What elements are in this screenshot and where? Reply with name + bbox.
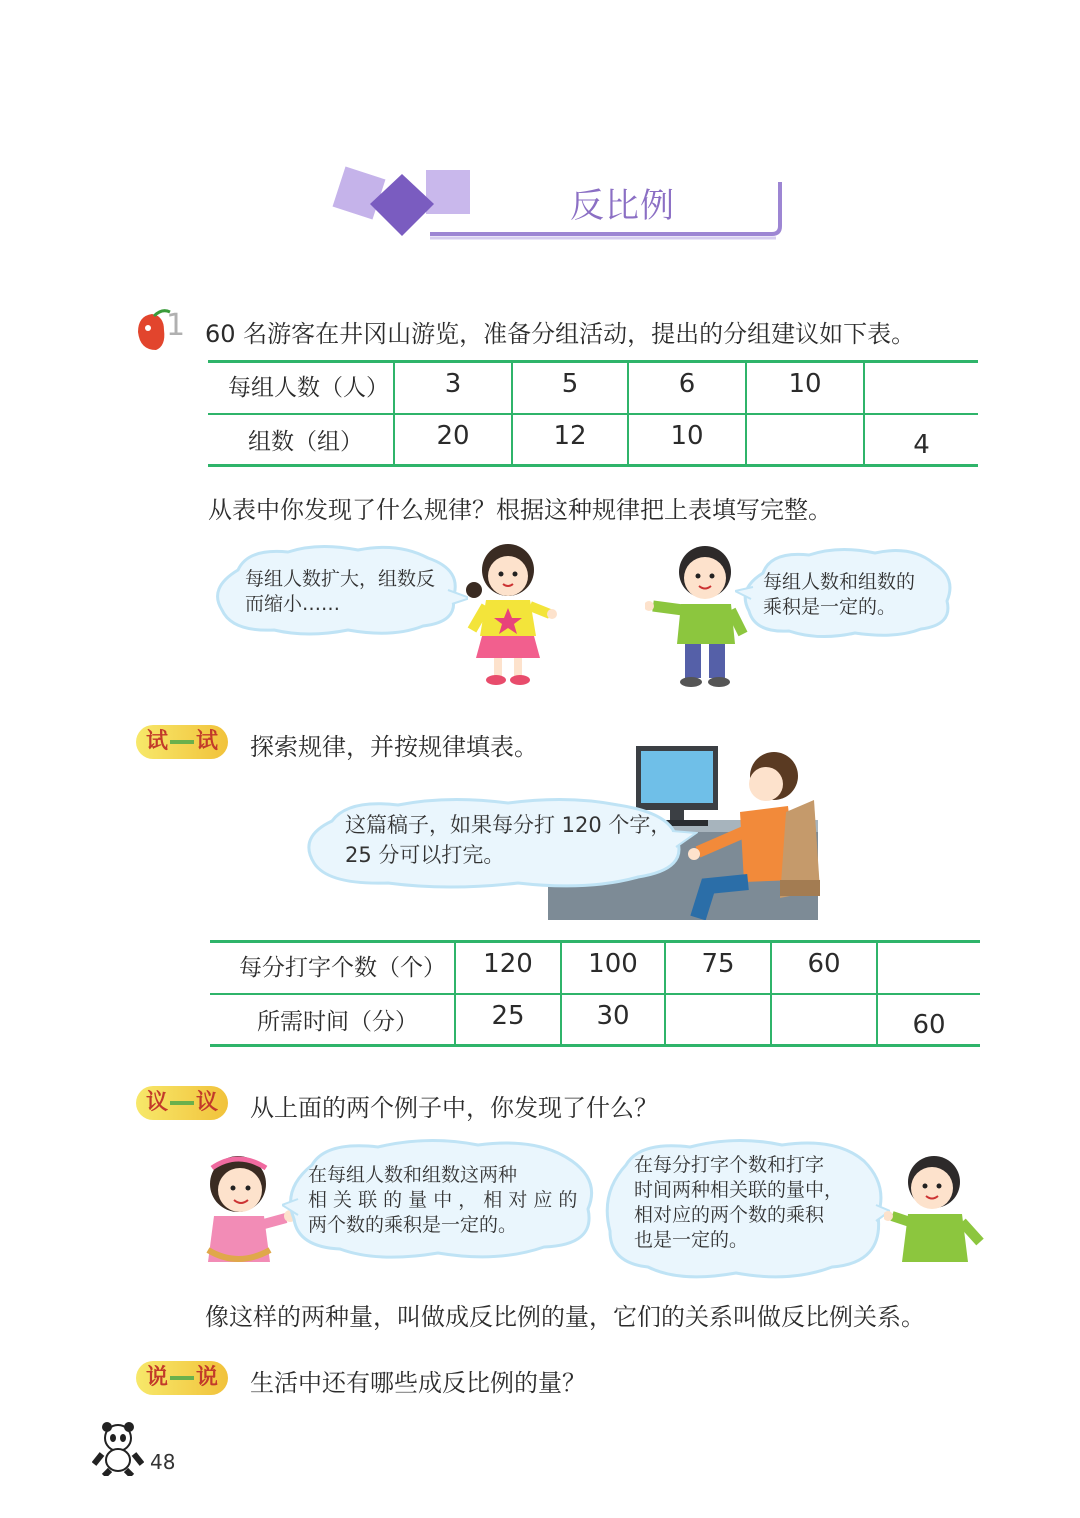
table-cell: 60 bbox=[771, 942, 877, 994]
table-cell-blank[interactable] bbox=[877, 942, 980, 994]
table-cell: 75 bbox=[665, 942, 771, 994]
try-bubble-text bbox=[345, 810, 671, 870]
girl-bubble-text bbox=[245, 567, 435, 617]
bubble-line: 相对应的两个数的乘积 bbox=[634, 1204, 825, 1226]
badge-char: 说 bbox=[196, 1365, 219, 1390]
try-badge bbox=[136, 725, 228, 759]
table-cell: 120 bbox=[455, 942, 561, 994]
bubble-line: 也是一定的。 bbox=[634, 1229, 749, 1251]
bubble-line: 这篇稿子，如果每分打 120 个字， bbox=[345, 813, 672, 837]
row-header-group-count: 组数（组） bbox=[208, 414, 394, 466]
boy2-bubble-text bbox=[634, 1153, 843, 1253]
bubble-line: 两个数的乘积是一定的。 bbox=[308, 1214, 518, 1236]
table-cell: 30 bbox=[561, 994, 665, 1046]
table-cell-blank[interactable] bbox=[746, 414, 864, 466]
row-header-time-needed: 所需时间（分） bbox=[210, 994, 455, 1046]
title-decoration-icon bbox=[330, 158, 790, 248]
table-cell: 5 bbox=[512, 362, 628, 414]
row-header-group-size: 每组人数（人） bbox=[228, 375, 389, 401]
typing-table bbox=[210, 940, 980, 1047]
page-title: 反比例 bbox=[570, 186, 675, 226]
girl2-bubble-text bbox=[308, 1163, 577, 1238]
badge-char: 议 bbox=[196, 1090, 219, 1115]
table-cell: 10 bbox=[628, 414, 746, 466]
bubble-line: 在每分打字个数和打字 bbox=[634, 1154, 825, 1176]
girl-illustration-icon bbox=[460, 540, 560, 690]
bubble-line: 时间两种相关联的量中， bbox=[634, 1179, 844, 1201]
table-cell: 6 bbox=[628, 362, 746, 414]
example-prompt: 从表中你发现了什么规律？根据这种规律把上表填写完整。 bbox=[208, 496, 832, 524]
boy-illustration-icon bbox=[884, 1150, 989, 1265]
bubble-line: 每组人数和组数的 bbox=[763, 571, 916, 593]
panda-icon bbox=[92, 1420, 144, 1476]
table-cell: 4 bbox=[864, 414, 978, 466]
table-cell: 25 bbox=[455, 994, 561, 1046]
title-banner bbox=[330, 158, 790, 248]
bubble-line: 相 关 联 的 量 中 ， 相 对 应 的 bbox=[308, 1189, 578, 1211]
example-question: 60 名游客在井冈山游览，准备分组活动，提出的分组建议如下表。 bbox=[205, 320, 916, 348]
table-cell-blank[interactable] bbox=[665, 994, 771, 1046]
definition-text: 像这样的两种量，叫做成反比例的量，它们的关系叫做反比例关系。 bbox=[205, 1303, 925, 1331]
example-number: 1 bbox=[166, 308, 186, 343]
bubble-line: 而缩小…… bbox=[245, 593, 341, 615]
table-cell: 60 bbox=[877, 994, 980, 1046]
bubble-line: 25 分可以打完。 bbox=[345, 843, 505, 867]
table-cell: 12 bbox=[512, 414, 628, 466]
bubble-line: 每组人数扩大，组数反 bbox=[245, 568, 436, 590]
boy-bubble-text bbox=[763, 570, 915, 620]
badge-char: 议 bbox=[146, 1090, 169, 1115]
table-cell: 20 bbox=[394, 414, 512, 466]
page-number: 48 bbox=[150, 1450, 176, 1474]
bubble-line: 在每组人数和组数这两种 bbox=[308, 1164, 518, 1186]
try-text: 探索规律，并按规律填表。 bbox=[250, 733, 538, 761]
table-cell: 10 bbox=[746, 362, 864, 414]
badge-char: 说 bbox=[146, 1365, 169, 1390]
badge-char: 试 bbox=[146, 729, 169, 754]
bubble-line: 乘积是一定的。 bbox=[763, 596, 897, 618]
say-text: 生活中还有哪些成反比例的量？ bbox=[250, 1369, 586, 1397]
discuss-badge bbox=[136, 1086, 228, 1120]
say-badge bbox=[136, 1361, 228, 1395]
discuss-text: 从上面的两个例子中，你发现了什么？ bbox=[250, 1094, 658, 1122]
badge-char: 试 bbox=[196, 729, 219, 754]
table-cell-blank[interactable] bbox=[864, 362, 978, 414]
table-cell: 100 bbox=[561, 942, 665, 994]
row-header-chars-per-minute: 每分打字个数（个） bbox=[239, 955, 446, 981]
group-table bbox=[208, 360, 978, 467]
table-cell-blank[interactable] bbox=[771, 994, 877, 1046]
table-cell: 3 bbox=[394, 362, 512, 414]
